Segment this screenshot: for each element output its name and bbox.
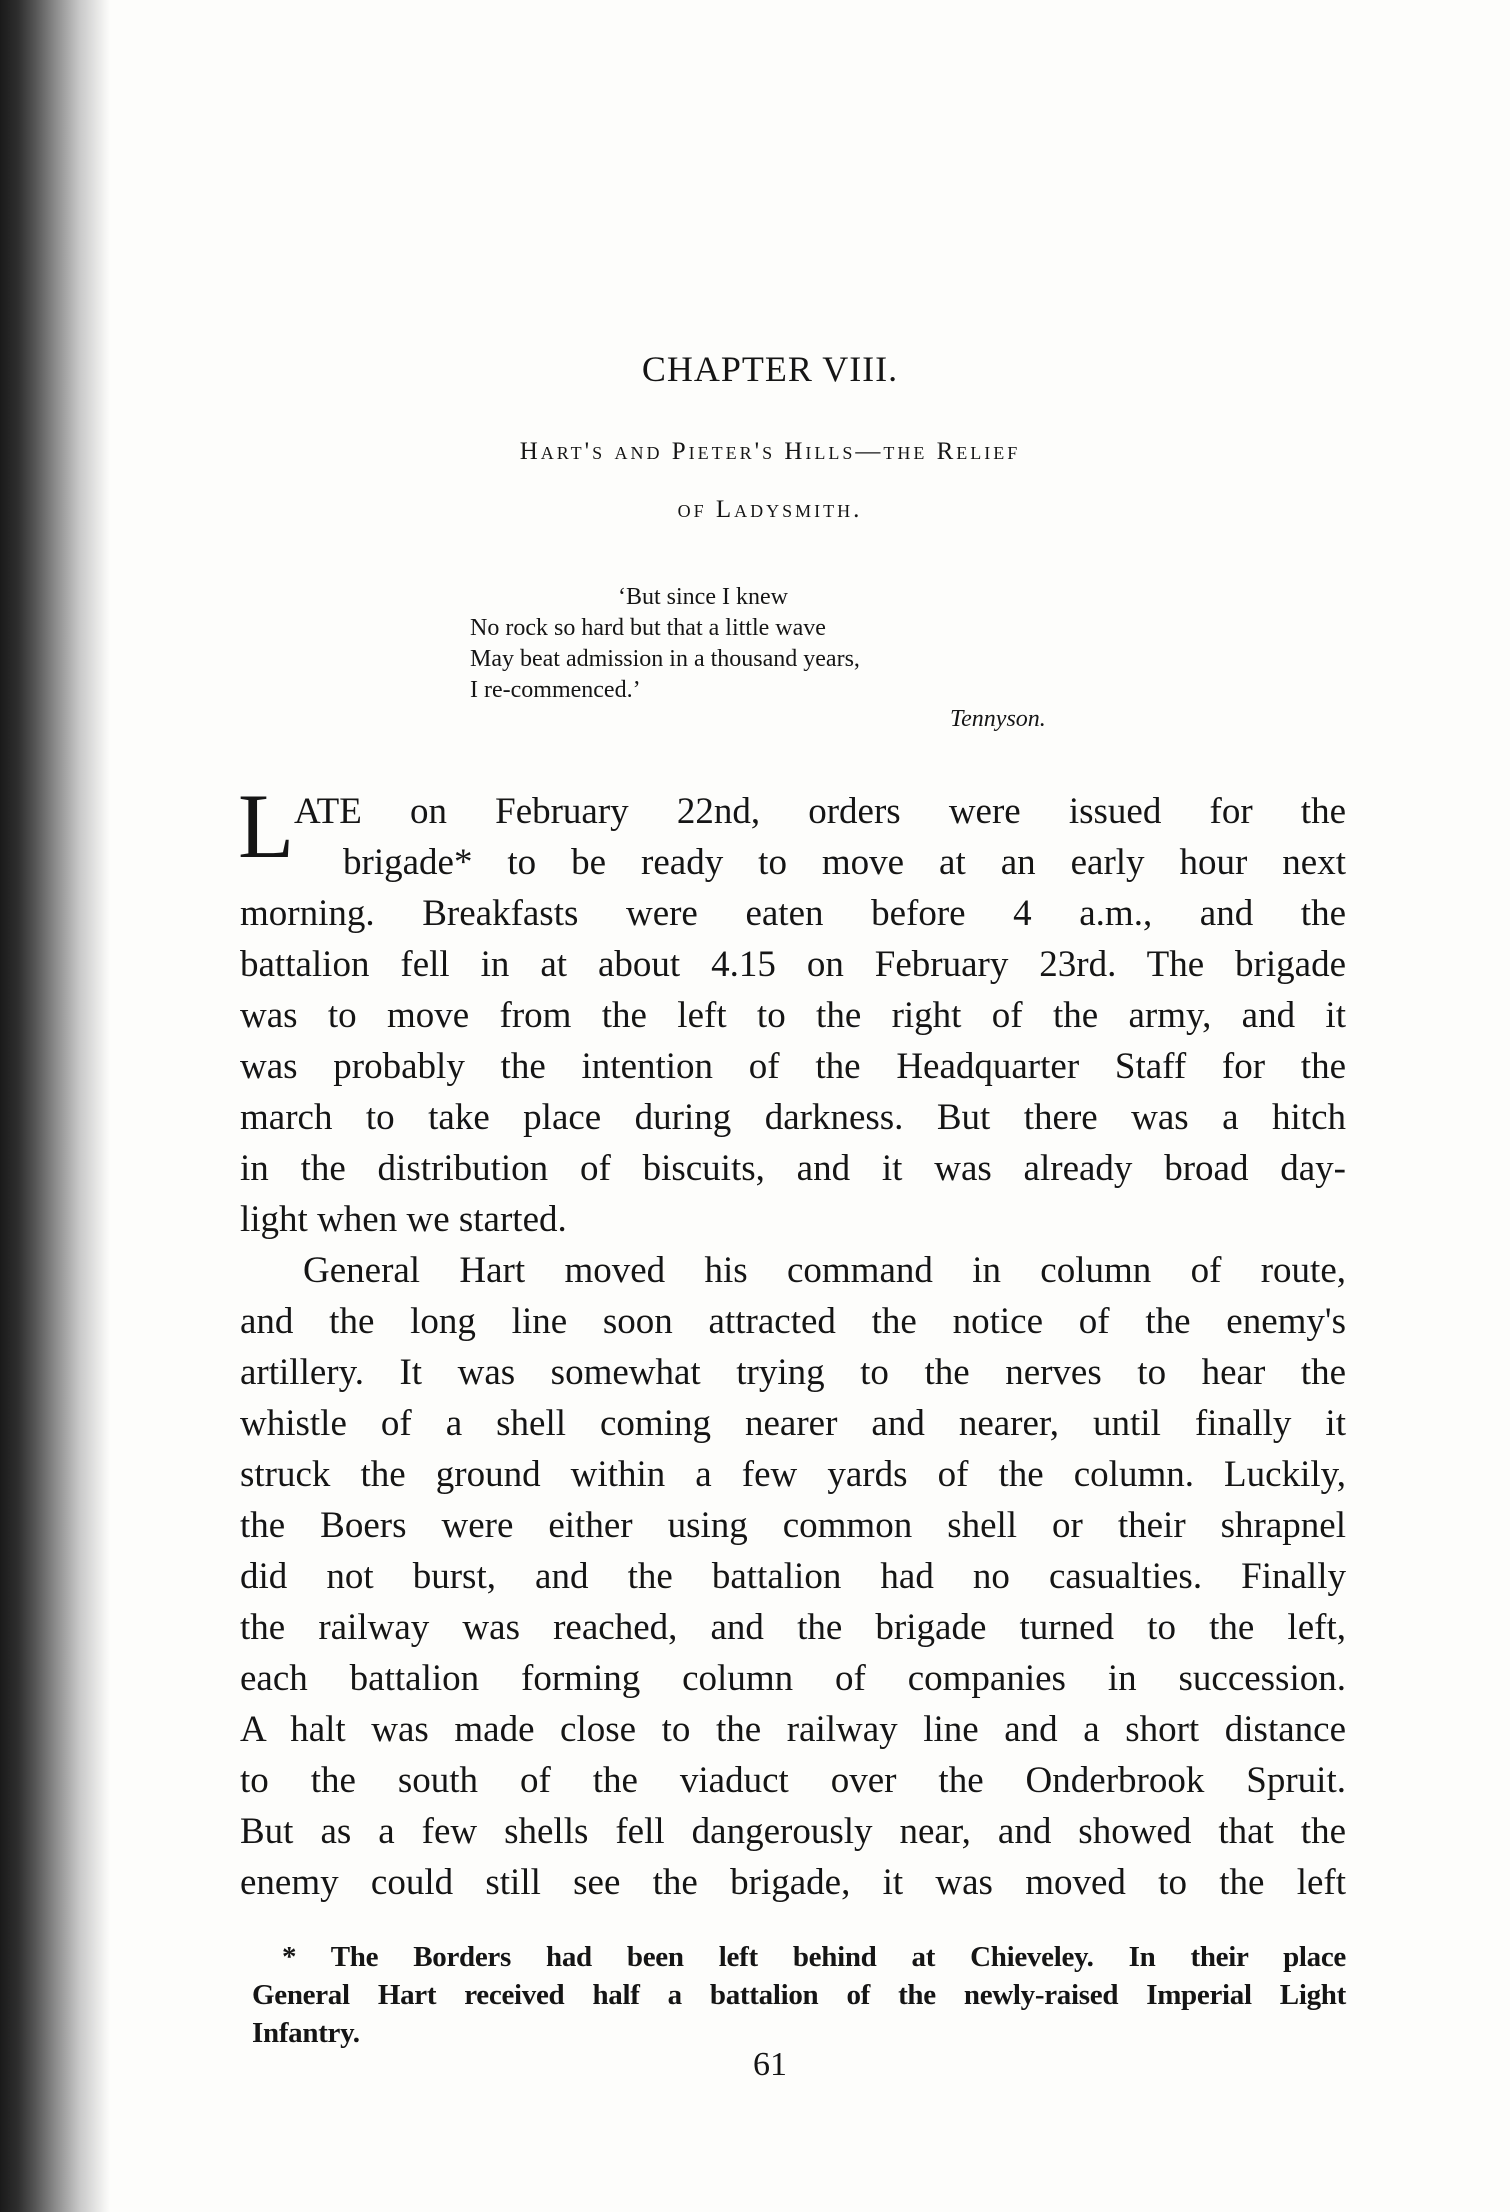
body-line: was probably the intention of the Headquarter Staff for the bbox=[240, 1046, 1346, 1087]
scanned-page-edge bbox=[0, 0, 110, 2212]
chapter-title: CHAPTER VIII. bbox=[641, 349, 899, 389]
body-line: did not burst, and the battalion had no casualties. Finally bbox=[240, 1556, 1346, 1597]
body-line: each battalion forming column of companies in succession. bbox=[240, 1658, 1346, 1699]
body-line: was to move from the left to the right of the army, and it bbox=[240, 995, 1346, 1036]
epigraph-line: I re-commenced.’ bbox=[470, 677, 641, 703]
body-line: battalion fell in at about 4.15 on February 23rd. The brigade bbox=[240, 944, 1346, 985]
body-line: light when we started. bbox=[240, 1199, 567, 1240]
body-line: morning. Breakfasts were eaten before 4 a.m., and the bbox=[240, 893, 1346, 934]
epigraph-line: No rock so hard but that a little wave bbox=[470, 615, 826, 641]
body-line: march to take place during darkness. But there was a hitch bbox=[240, 1097, 1346, 1138]
chapter-subtitle-line-2: of Ladysmith. bbox=[677, 496, 863, 523]
body-line: in the distribution of biscuits, and it was already broad day- bbox=[240, 1148, 1346, 1189]
epigraph-attribution: Tennyson. bbox=[950, 706, 1046, 732]
body-line: ATE on February 22nd, orders were issued for the bbox=[294, 791, 1346, 832]
epigraph-line: ‘But since I knew bbox=[618, 584, 788, 610]
body-line: the Boers were either using common shell or their shrapnel bbox=[240, 1505, 1346, 1546]
body-line: General Hart moved his command in column of route, bbox=[303, 1250, 1346, 1291]
body-line: enemy could still see the brigade, it was moved to the left bbox=[240, 1862, 1346, 1903]
chapter-subtitle-line-1: Hart's and Pieter's Hills—the Relief bbox=[519, 438, 1021, 465]
body-line: artillery. It was somewhat trying to the nerves to hear the bbox=[240, 1352, 1346, 1393]
body-line: the railway was reached, and the brigade turned to the left, bbox=[240, 1607, 1346, 1648]
footnote-line: General Hart received half a battalion of the newly-raised Imperial Light bbox=[252, 1979, 1346, 2011]
footnote-line: * The Borders had been left behind at Chieveley. In their place bbox=[282, 1941, 1346, 1973]
body-line: struck the ground within a few yards of the column. Luckily, bbox=[240, 1454, 1346, 1495]
body-line: and the long line soon attracted the notice of the enemy's bbox=[240, 1301, 1346, 1342]
body-line: whistle of a shell coming nearer and nearer, until finally it bbox=[240, 1403, 1346, 1444]
epigraph-line: May beat admission in a thousand years, bbox=[470, 646, 860, 672]
drop-cap: L bbox=[238, 775, 295, 877]
page-number: 61 bbox=[753, 2046, 787, 2083]
footnote-line: Infantry. bbox=[252, 2017, 360, 2049]
body-line: A halt was made close to the railway line and a short distance bbox=[240, 1709, 1346, 1750]
body-line: brigade* to be ready to move at an early hour next bbox=[343, 842, 1346, 883]
body-line: to the south of the viaduct over the Onderbrook Spruit. bbox=[240, 1760, 1346, 1801]
body-line: But as a few shells fell dangerously near, and showed that the bbox=[240, 1811, 1346, 1852]
